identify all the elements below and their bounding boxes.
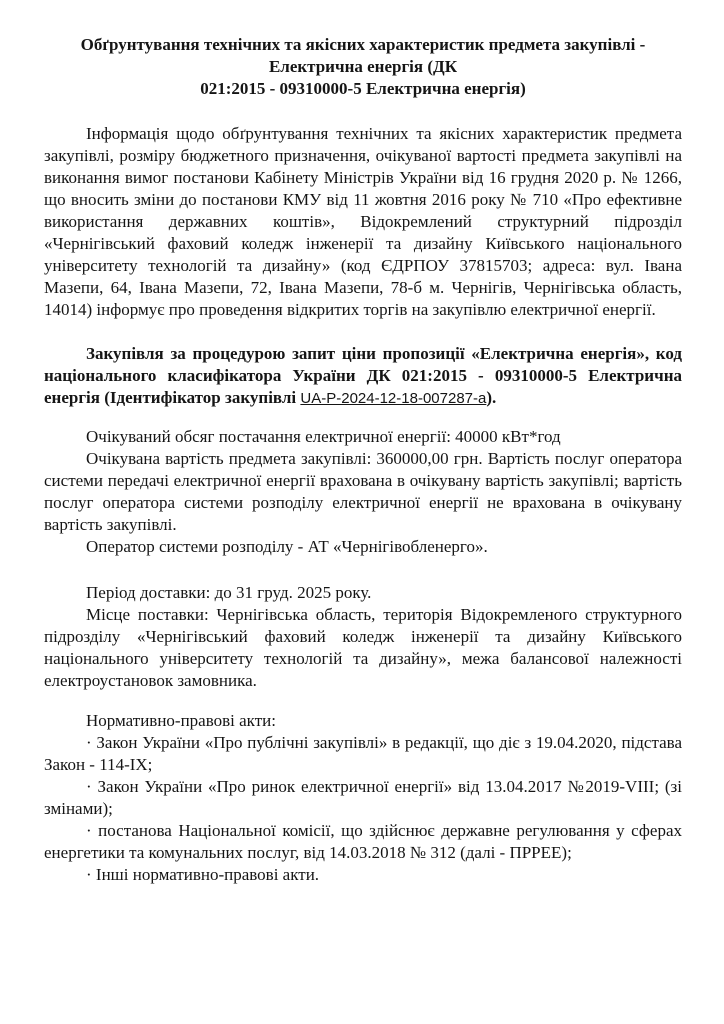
- procurement-paragraph: [44, 343, 682, 410]
- procurement-text-after-id: ).: [486, 388, 497, 407]
- delivery-period-line: Період доставки: до 31 груд. 2025 року.: [86, 583, 372, 602]
- document-title: [44, 34, 682, 100]
- legal-acts-heading: Нормативно-правові акти:: [86, 711, 276, 730]
- intro-paragraph: Інформація щодо обґрунтування технічних та якісних характеристик предмета закупівлі, розміру бюджетного призначення, очікуваної вартості предмета закупівлі на виконання вимог постанови Кабінету Міністрів України від 16 грудня 2020 р. № 1266, що вносить зміни до постанови КМУ від 11 жовтня 2016 року № 710 «Про ефективне використання державних коштів», Відокремлений структурний підрозділ «Чернігівський фаховий коледж інженерії та дизайну Київського національного університету технологій та дизайну» (код ЄДРПОУ 37815703; адреса: вул. Івана Мазепи, 64, Івана Мазепи, 72, Івана Мазепи, 78-б м. Чернігів, Чернігівська область, 14014) інформує про проведення відкритих торгів на закупівлю електричної енергії.: [44, 124, 682, 319]
- title-line-1: Обґрунтування технічних та якісних характеристик предмета закупівлі -: [80, 35, 646, 54]
- title-line-2: Електрична енергія (ДК: [268, 57, 458, 76]
- title-line-3: 021:2015 - 09310000-5 Електрична енергія): [200, 79, 526, 98]
- legal-act-item: · Закон України «Про ринок електричної енергії» від 13.04.2017 №2019-VIII; (зі змінами);: [44, 777, 682, 818]
- procurement-text-before-id: Закупівля за процедурою запит ціни пропозиції «Електрична енергія», код національного класифікатора України ДК 021:2015 - 09310000-5 Електрична енергія (Ідентифікатор закупівлі: [44, 344, 682, 407]
- delivery-place-paragraph: Місце поставки: Чернігівська область, територія Відокремленого структурного підрозділу «Чернігівський фаховий коледж інженерії та дизайну Київського національного університету технологій та дизайну», межа балансової належності електроустановок замовника.: [44, 605, 682, 690]
- expected-volume-line: Очікуваний обсяг постачання електричної енергії: 40000 кВт*год: [86, 427, 561, 446]
- legal-act-item: · постанова Національної комісії, що здійснює державне регулювання у сферах енергетики та комунальних послуг, від 14.03.2018 № 312 (далі - ПРРЕЕ);: [44, 821, 682, 862]
- legal-act-item: · Інші нормативно-правові акти.: [86, 865, 320, 884]
- distribution-operator-line: Оператор системи розподілу - АТ «Чернігівобленерго».: [86, 537, 488, 556]
- procurement-id-link[interactable]: UA-P-2024-12-18-007287-a: [300, 390, 487, 407]
- legal-act-item: · Закон України «Про публічні закупівлі» в редакції, що діє з 19.04.2020, підстава Закон - 114-IX;: [44, 733, 682, 774]
- expected-value-paragraph: Очікувана вартість предмета закупівлі: 360000,00 грн. Вартість послуг оператора системи передачі електричної енергії врахована в очікувану вартість закупівлі; вартість послуг оператора системи розподілу електричної енергії не врахована в очікувану вартість закупівлі.: [44, 449, 682, 534]
